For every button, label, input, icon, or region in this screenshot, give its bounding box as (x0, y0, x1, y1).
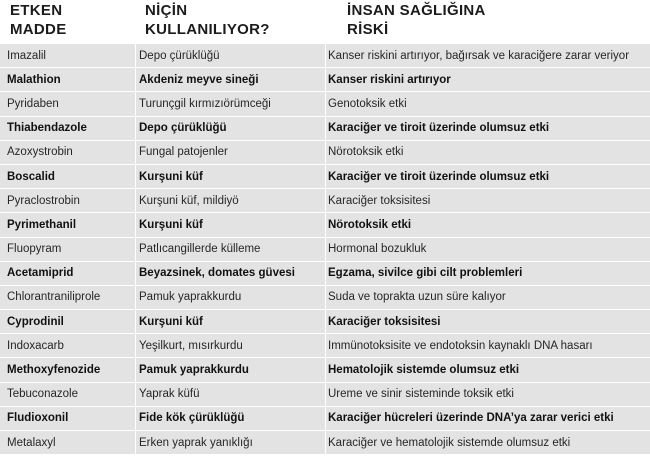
cell-risk: Genotoksik etki (328, 97, 407, 110)
cell-kullanim: Kurşuni küf (139, 170, 203, 183)
cell-etken-madde: Azoxystrobin (7, 146, 73, 159)
cell-etken-madde: Malathion (7, 73, 61, 86)
cell-risk: Suda ve toprakta uzun süre kalıyor (328, 291, 506, 304)
cell-risk: Nörotoksik etki (328, 146, 404, 159)
cell-risk: Karaciğer ve tiroit üzerinde olumsuz etki (328, 122, 550, 135)
cell-risk: Karaciğer toksisitesi (328, 194, 431, 207)
cell-risk: Karaciğer toksisitesi (328, 315, 441, 328)
header-nicin-kullaniliyor: NİÇİN KULLANILIYOR? (145, 2, 270, 38)
cell-risk: Kanser riskini artırıyor (328, 73, 451, 86)
table-header (0, 0, 650, 44)
cell-risk: İmmünotoksisite ve endotoksin kaynaklı DNA hasarı (328, 339, 593, 352)
cell-etken-madde: Fluopyram (7, 243, 62, 256)
cell-kullanim: Depo çürüklüğü (139, 122, 227, 135)
cell-risk: Üreme ve sinir sisteminde toksik etki (328, 388, 514, 401)
cell-etken-madde: Fludioxonil (7, 412, 69, 425)
cell-risk: Karaciğer ve tiroit üzerinde olumsuz etki (328, 170, 550, 183)
cell-kullanim: Patlıcangillerde külleme (139, 243, 261, 256)
cell-kullanim: Depo çürüklüğü (139, 49, 220, 62)
column-divider (135, 44, 136, 461)
cell-kullanim: Yaprak küfü (139, 388, 200, 401)
cell-kullanim: Kurşuni küf (139, 218, 203, 231)
cell-risk: Hematolojik sistemde olumsuz etki (328, 364, 520, 377)
header-insan-sagligina-riski: İNSAN SAĞLIĞINA RİSKİ (347, 2, 486, 38)
cell-kullanim: Pamuk yaprakkurdu (139, 364, 249, 377)
cell-risk: Nörotoksik etki (328, 218, 412, 231)
cell-etken-madde: Indoxacarb (7, 339, 64, 352)
cell-risk: Egzama, sivilce gibi cilt problemleri (328, 267, 523, 280)
cell-etken-madde: Metalaxyl (7, 436, 56, 449)
cell-risk: Kanser riskini artırıyor, bağırsak ve karaciğere zarar veriyor (328, 49, 630, 62)
cell-kullanim: Beyazsinek, domates güvesi (139, 267, 295, 280)
cell-etken-madde: Acetamiprid (7, 267, 74, 280)
cell-etken-madde: Pyraclostrobin (7, 194, 80, 207)
header-etken-madde: ETKEN MADDE (10, 2, 67, 38)
cell-etken-madde: Thiabendazole (7, 122, 87, 135)
cell-etken-madde: Pyridaben (7, 97, 59, 110)
cell-kullanim: Akdeniz meyve sineği (139, 73, 259, 86)
cell-etken-madde: Imazalil (7, 49, 46, 62)
cell-etken-madde: Methoxyfenozide (7, 364, 101, 377)
cell-kullanim: Turunçgil kırmızıörümceği (139, 97, 271, 110)
column-divider (325, 44, 326, 461)
cell-etken-madde: Pyrimethanil (7, 218, 77, 231)
cell-kullanim: Fungal patojenler (139, 146, 228, 159)
cell-risk: Karaciğer ve hematolojik sistemde olumsuz etki (328, 436, 571, 449)
cell-etken-madde: Cyprodinil (7, 315, 64, 328)
cell-kullanim: Pamuk yaprakkurdu (139, 291, 242, 304)
cell-risk: Karaciğer hücreleri üzerinde DNA’ya zarar verici etki (328, 412, 614, 425)
cell-kullanim: Kurşuni küf (139, 315, 203, 328)
cell-kullanim: Yeşilkurt, mısırkurdu (139, 339, 243, 352)
cell-kullanim: Erken yaprak yanıklığı (139, 436, 253, 449)
cell-etken-madde: Boscalid (7, 170, 55, 183)
cell-etken-madde: Tebuconazole (7, 388, 78, 401)
cell-etken-madde: Chlorantraniliprole (7, 291, 101, 304)
cell-kullanim: Kurşuni küf, mildiyö (139, 194, 239, 207)
cell-kullanim: Fide kök çürüklüğü (139, 412, 245, 425)
cell-risk: Hormonal bozukluk (328, 243, 427, 256)
